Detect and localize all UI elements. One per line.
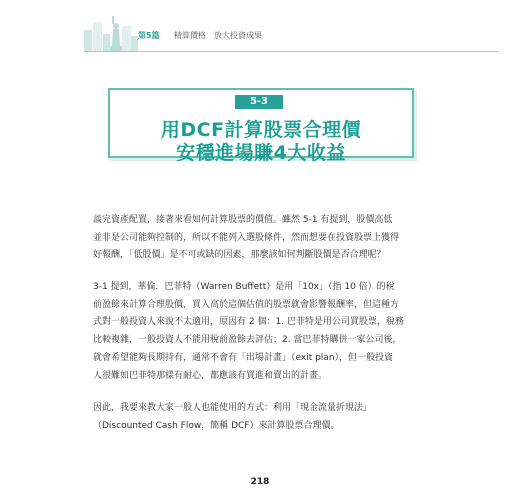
building-4 (122, 26, 131, 52)
section-title-line-2: 安穩進場賺4大收益 (176, 142, 346, 164)
paragraph-line: 並非是公司能夠控制的，所以不能列入選股條件，然而想要在投資股票上獲得 (93, 232, 400, 243)
paragraph-line: 就會希望能夠長期持有，通常不會有「出場計畫」（exit plan），但一般投資 (93, 352, 394, 363)
paragraph-line: 好報酬，「低股價」是不可或缺的因素，那麼該如何判斷股價是否合理呢？ (93, 250, 386, 261)
paragraph-line: 談完資產配置，接著來看如何計算股票的價值。雖然 5-1 有提到，股價高低 (93, 215, 393, 225)
paragraph-line: 人很難如巴菲特那樣有耐心，都應該有買進和賣出的計畫。 (93, 370, 328, 381)
building-1 (84, 30, 92, 52)
section-title-line-1: 用DCF計算股票合理價 (160, 119, 362, 141)
section-number-tab: 5-3 (235, 95, 283, 109)
paragraph-line: 比較複雜，一般投資人不能用稅前盈餘去評估；2. 當巴菲特購併一家公司後， (93, 335, 402, 346)
body-paragraph-1 (93, 212, 431, 265)
building-3 (103, 34, 110, 52)
paragraph-line: 式對一般投資人來說不太適用，原因有 2 個：1. 巴菲特是用公司買股票，稅務 (93, 317, 404, 328)
chapter-label: 第5篇 (138, 31, 160, 40)
paragraph-line: （Discounted Cash Flow，簡稱 DCF）來計算股票合理價。 (93, 420, 340, 431)
header-divider (84, 51, 498, 52)
paragraph-line: 因此，我要來教大家一般人也能使用的方式：利用「現金流量折現法」 (93, 403, 373, 413)
building-2 (93, 22, 102, 52)
body-paragraph-2 (93, 279, 431, 385)
building-5 (131, 36, 138, 52)
statue-of-liberty-icon (110, 16, 122, 52)
paragraph-line: 3-1 提到，華倫．巴菲特（Warren Buffett）是用「10x」（指 10 倍）的稅 (93, 282, 395, 292)
page-number: 218 (250, 477, 270, 487)
city-skyline-illustration (84, 8, 138, 52)
body-paragraph-3 (93, 400, 431, 435)
running-title: 精算價格 放大投資成果 (174, 31, 262, 40)
paragraph-line: 前盈餘來計算合理股價，買入高於這個估值的股票就會影響報酬率，但這種方 (93, 299, 400, 310)
